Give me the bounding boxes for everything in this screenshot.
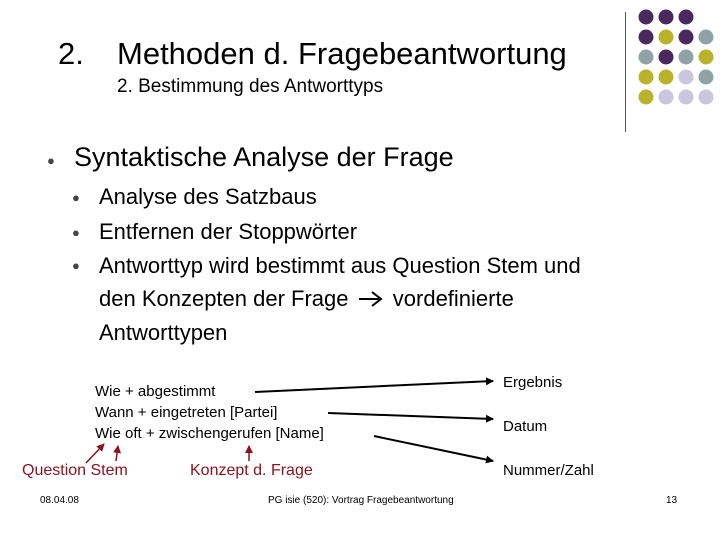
concept-label: Konzept d. Frage — [190, 462, 313, 479]
sub-bullet-text: Antworttypen — [99, 320, 228, 345]
example-question-line: Wann + eingetreten [Partei] — [95, 404, 278, 421]
sub-bullet-marker: ● — [72, 258, 80, 273]
main-bullet: Syntaktische Analyse der Frage — [74, 142, 454, 172]
slide-title: Methoden d. Fragebeantwortung — [117, 36, 567, 71]
result-type-label: Ergebnis — [503, 374, 563, 391]
bullet-marker: ● — [47, 153, 55, 168]
footer-title: PG isie (520): Vortrag Fragebeantwortung — [268, 495, 454, 506]
footer-page-number: 13 — [666, 495, 678, 506]
sub-bullet-text: Entfernen der Stoppwörter — [99, 219, 358, 244]
slide-number-heading: 2. — [58, 36, 84, 71]
example-question-line: Wie + abgestimmt — [95, 383, 216, 400]
result-type-label: Nummer/Zahl — [503, 462, 594, 479]
slide-subtitle: 2. Bestimmung des Antworttyps — [117, 76, 384, 97]
example-question-line: Wie oft + zwischengerufen [Name] — [95, 425, 324, 442]
footer-date: 08.04.08 — [40, 495, 79, 506]
result-type-label: Datum — [503, 418, 548, 435]
sub-bullet-text-part: vordefinierte — [392, 286, 514, 311]
sub-bullet-marker: ● — [72, 190, 80, 205]
sub-bullet-marker: ● — [72, 225, 80, 240]
question-stem-label: Question Stem — [22, 462, 128, 479]
sub-bullet-text: Analyse des Satzbaus — [99, 184, 317, 209]
sub-bullet-text-part: den Konzepten der Frage — [99, 286, 349, 311]
sub-bullet-text: Antworttyp wird bestimmt aus Question Stem und — [99, 253, 581, 278]
